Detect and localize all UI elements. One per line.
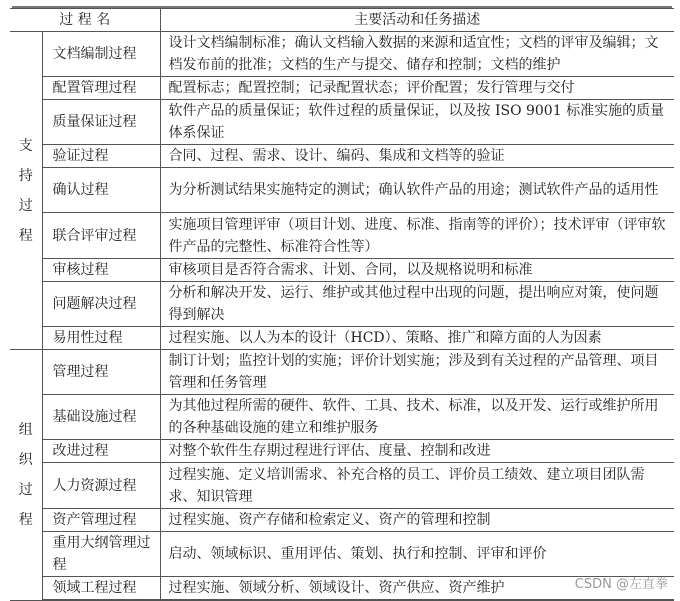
process-name: 文档编制过程 [42, 32, 160, 77]
table-row [10, 327, 674, 350]
process-name: 审核过程 [42, 259, 160, 282]
group-label [10, 32, 42, 350]
table-row [10, 145, 674, 168]
table-row [10, 463, 674, 509]
table-row [10, 395, 674, 440]
process-description: 过程实施、以人为本的设计（HCD）、策略、推广和障方面的人为因素 [160, 327, 674, 350]
watermark: CSDN @左直拳 [574, 577, 668, 592]
process-name: 问题解决过程 [42, 282, 160, 327]
process-description: 过程实施、资产存储和检索定义、资产的管理和控制 [160, 509, 674, 532]
table-row [10, 509, 674, 532]
group-label-char: 组 [18, 421, 33, 438]
process-description: 启动、领域标识、重用评估、策划、执行和控制、评审和评价 [160, 532, 674, 577]
process-name: 配置管理过程 [42, 77, 160, 100]
process-description: 为其他过程所需的硬件、软件、工具、技术、标准，以及开发、运行或维护所用的各种基础设施的建立和维护服务 [160, 395, 674, 440]
table-row [10, 440, 674, 463]
group-label-char: 织 [18, 451, 33, 468]
process-name: 资产管理过程 [42, 509, 160, 532]
process-name: 领域工程过程 [42, 577, 160, 601]
table-row [10, 213, 674, 259]
process-name: 重用大纲管理过程 [42, 532, 160, 577]
table-header [10, 9, 674, 32]
table-row [10, 168, 674, 213]
process-description: 为分析测试结果实施特定的测试；确认软件产品的用途；测试软件产品的适用性 [160, 168, 674, 213]
process-description: 配置标志；配置控制；记录配置状态；评价配置；发行管理与交付 [160, 77, 674, 100]
process-description: 软件产品的质量保证；软件过程的质量保证，以及按 ISO 9001 标准实施的质量体系保证 [160, 100, 674, 145]
table-row [10, 350, 674, 395]
process-name: 质量保证过程 [42, 100, 160, 145]
table-row [10, 32, 674, 77]
process-name: 联合评审过程 [42, 213, 160, 259]
process-description: 制订计划；监控计划的实施；评价计划实施；涉及到有关过程的产品管理、项目管理和任务管理 [160, 350, 674, 395]
process-name: 验证过程 [42, 145, 160, 168]
process-description: 对整个软件生存期过程进行评估、度量、控制和改进 [160, 440, 674, 463]
group-label-char: 过 [18, 481, 33, 498]
header-description: 主要活动和任务描述 [160, 9, 674, 32]
process-description: 实施项目管理评审（项目计划、进度、标准、指南等的评价）；技术评审（评审软件产品的完整性、标准符合性等） [160, 213, 674, 259]
group-label-char: 持 [18, 167, 33, 184]
process-name: 确认过程 [42, 168, 160, 213]
group-label-char: 过 [18, 197, 33, 214]
process-name: 易用性过程 [42, 327, 160, 350]
table-row [10, 259, 674, 282]
process-table [10, 8, 674, 601]
table-row [10, 77, 674, 100]
group-label [10, 350, 42, 601]
process-description: 合同、过程、需求、设计、编码、集成和文档等的验证 [160, 145, 674, 168]
process-name: 改进过程 [42, 440, 160, 463]
process-description: 设计文档编制标准；确认文档输入数据的来源和适宜性；文档的评审及编辑；文档发布前的批准；文档的生产与提交、储存和控制；文档的维护 [160, 32, 674, 77]
header-process-name: 过 程 名 [10, 9, 160, 32]
table-row [10, 100, 674, 145]
table-row [10, 282, 674, 327]
group-label-char: 支 [18, 137, 33, 154]
group-label-char: 程 [18, 227, 33, 244]
process-description: 过程实施、定义培训需求、补充合格的员工、评价员工绩效、建立项目团队需求、知识管理 [160, 463, 674, 509]
process-name: 管理过程 [42, 350, 160, 395]
process-description: 过程实施、领域分析、领域设计、资产供应、资产维护 [160, 577, 674, 601]
group-label-char: 程 [18, 511, 33, 528]
process-description: 审核项目是否符合需求、计划、合同，以及规格说明和标准 [160, 259, 674, 282]
process-description: 分析和解决开发、运行、维护或其他过程中出现的问题，提出响应对策，使问题得到解决 [160, 282, 674, 327]
table-row [10, 532, 674, 577]
process-name: 基础设施过程 [42, 395, 160, 440]
process-name: 人力资源过程 [42, 463, 160, 509]
